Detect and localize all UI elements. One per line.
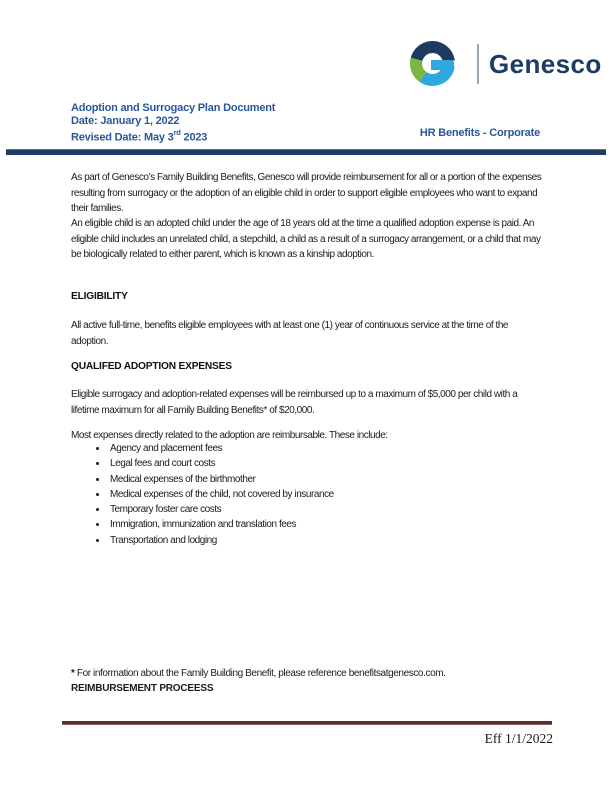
list-item: • Agency and placement fees xyxy=(108,441,543,456)
list-item: • Medical expenses of the birthmother xyxy=(108,472,543,487)
intro-paragraph-1: As part of Genesco’s Family Building Benefits, Genesco will provide reimbursement for all or a portion of the expenses resulting from surrogacy or the adoption of an eligible child in order to support eligible employees who want to expand their families. xyxy=(71,172,542,215)
footer-rule xyxy=(62,721,552,726)
eligibility-heading: ELIGIBILITY xyxy=(71,291,128,302)
footnote-asterisk: * xyxy=(71,668,75,679)
footnote-text: For information about the Family Building Benefit, please reference benefitsatgenesco.com. xyxy=(74,668,446,679)
footer-rule-thin xyxy=(62,724,552,726)
document-revised-date xyxy=(71,128,275,145)
revised-date-prefix: Revised Date: May 3 xyxy=(71,131,174,144)
department-label: HR Benefits - Corporate xyxy=(419,127,540,139)
qualified-expenses-heading: QUALIFED ADOPTION EXPENSES xyxy=(71,361,232,372)
logo-divider xyxy=(477,44,479,84)
intro-paragraph-2: An eligible child is an adopted child under the age of 18 years old at the time a qualified adoption expense is paid. An eligible child includes an unrelated child, a stepchild, a child as a result of a surrogacy arrangement, or a child that may be biologically related to either parent, which is known as a kinship adoption. xyxy=(71,218,541,261)
reimbursable-list xyxy=(71,441,543,548)
reimbursement-process-heading: REIMBURSEMENT PROCEESS xyxy=(71,682,214,694)
document-date: Date: January 1, 2022 xyxy=(71,114,180,127)
list-item: • Temporary foster care costs xyxy=(108,502,543,517)
reimbursable-intro: Most expenses directly related to the adoption are reimbursable. These include: xyxy=(71,430,388,441)
logo-g-crossbar xyxy=(431,60,454,70)
genesco-wordmark: Genesco xyxy=(489,49,602,79)
footnote-line xyxy=(71,667,551,682)
document-header xyxy=(71,102,275,144)
list-item: • Immigration, immunization and translation fees xyxy=(108,517,543,532)
reimbursable-list-container xyxy=(71,441,543,548)
footnote-block xyxy=(71,667,551,697)
revised-date-suffix: 2023 xyxy=(180,131,208,144)
revised-date-ordinal: rd xyxy=(173,127,181,137)
header-rule xyxy=(6,149,606,155)
eligibility-paragraph: All active full-time, benefits eligible employees with at least one (1) year of continuous service at the time of the adoption. xyxy=(71,320,509,347)
list-item: • Medical expenses of the child, not covered by insurance xyxy=(108,487,543,502)
document-title: Adoption and Surrogacy Plan Document xyxy=(71,102,276,114)
genesco-logo-mark xyxy=(410,41,455,86)
list-item: • Transportation and lodging xyxy=(108,533,543,548)
qualified-expenses-paragraph: Eligible surrogacy and adoption-related expenses will be reimbursed up to a maximum of $5,000 per child with a lifetime maximum for all Family Building Benefits* of $20,000. xyxy=(71,389,518,416)
effective-date: Eff 1/1/2022 xyxy=(484,731,553,746)
list-item: • Legal fees and court costs xyxy=(108,456,543,471)
